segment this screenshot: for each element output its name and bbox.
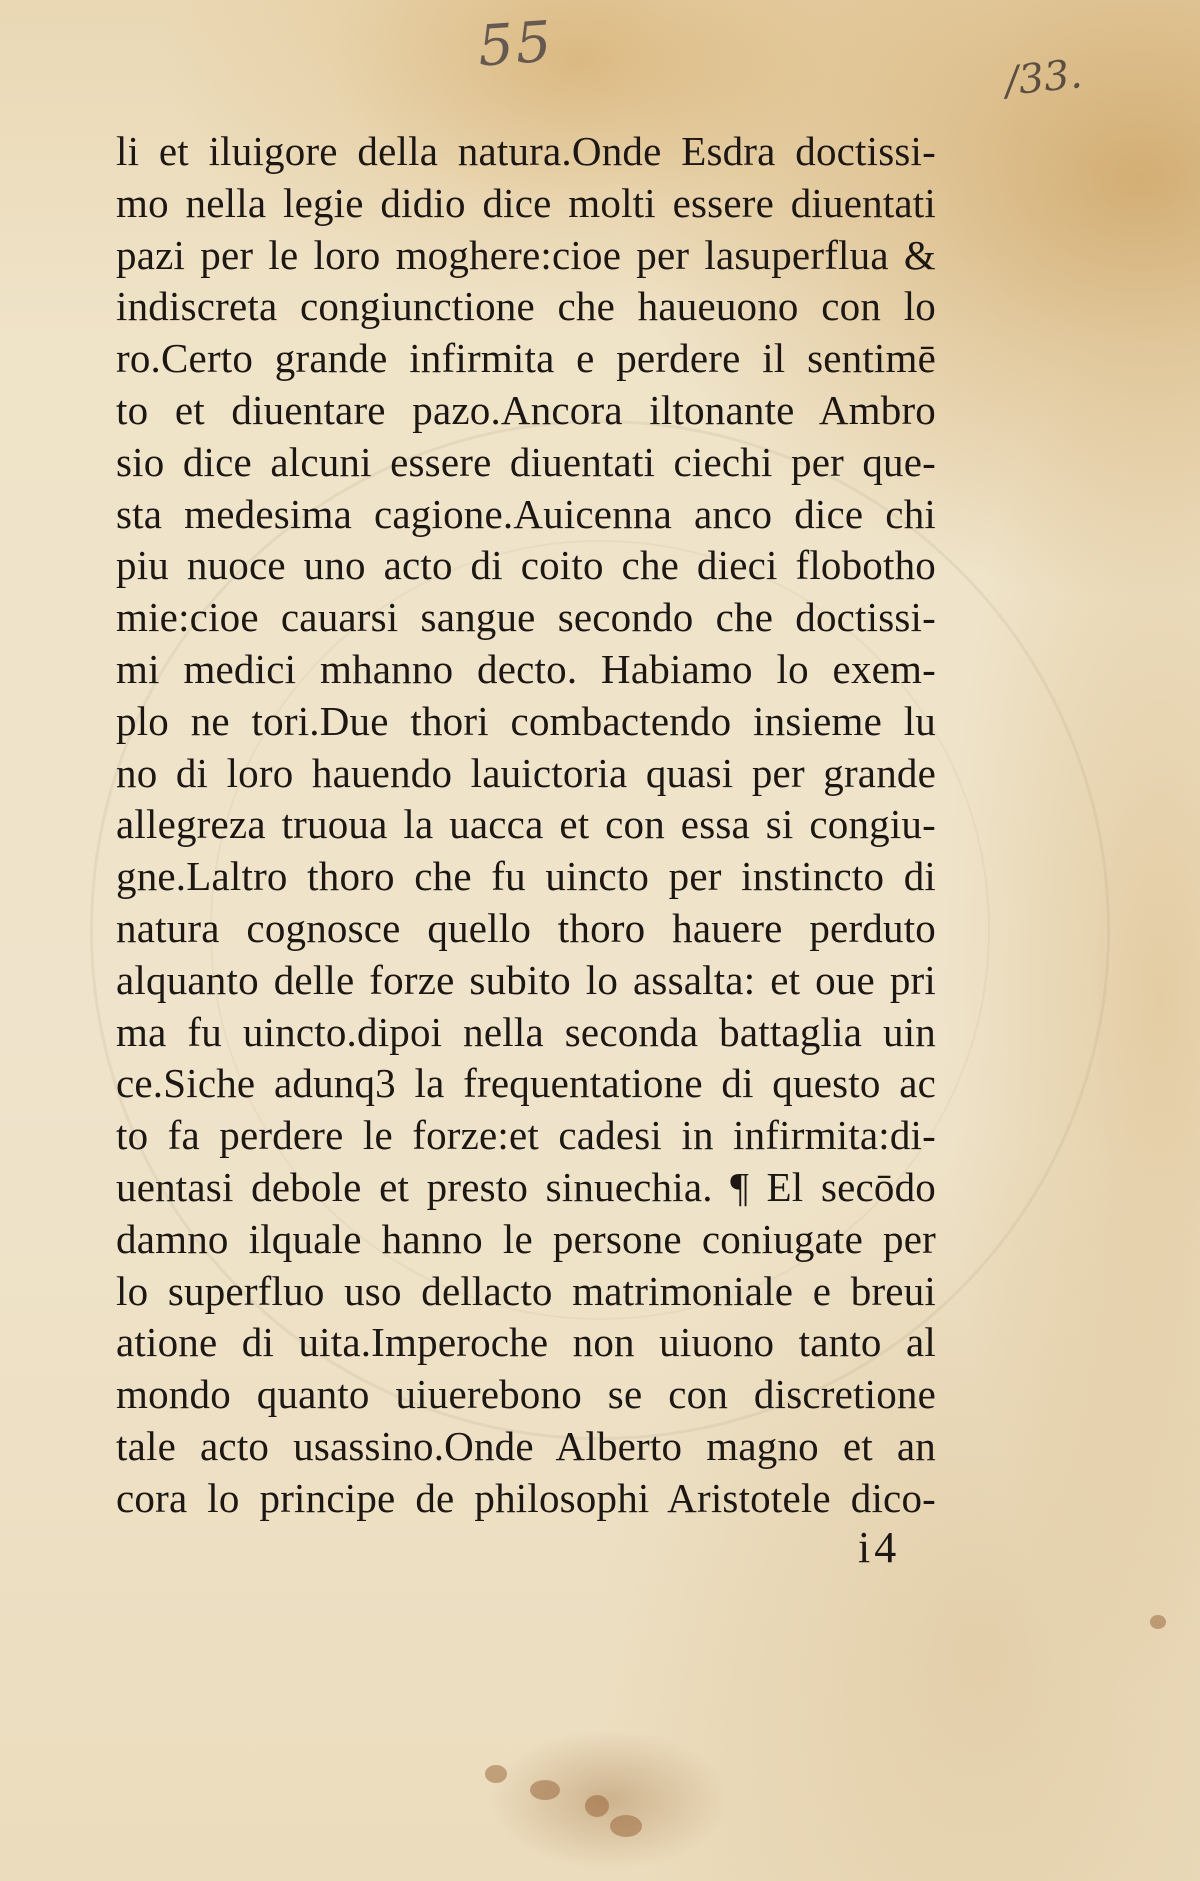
- text-line: sta medesima cagione.Auicenna anco dice chi: [116, 490, 936, 537]
- text-line: mie:cioe cauarsi sangue secondo che doctissi-: [116, 594, 936, 641]
- folio-number: 55: [475, 9, 556, 80]
- text-line: to et diuentare pazo.Ancora iltonante Ambro: [116, 386, 936, 433]
- text-line: ro.Certo grande infirmita e perdere il sentimē: [116, 335, 936, 382]
- text-line: alquanto delle forze subito lo assalta: et oue pri: [116, 956, 936, 1003]
- text-line: atione di uita.Imperoche non uiuono tanto al: [116, 1319, 936, 1366]
- text-line: li et iluigore della natura.Onde Esdra doctissi-: [116, 128, 936, 174]
- stain-spot: [485, 1765, 507, 1783]
- text-line: natura cognosce quello thoro hauere perduto: [116, 904, 936, 951]
- stain-spot: [530, 1780, 560, 1800]
- text-line: cora lo principe de philosophi Aristotele dico-: [116, 1474, 936, 1521]
- stain-spot: [1150, 1615, 1166, 1629]
- text-line: sio dice alcuni essere diuentati ciechi per que-: [116, 438, 936, 485]
- text-line: mi medici mhanno decto. Habiamo lo exem-: [116, 645, 936, 692]
- text-line: piu nuoce uno acto di coito che dieci flobotho: [116, 542, 936, 589]
- signature-mark: i4: [858, 1523, 901, 1572]
- text-line: pazi per le loro moghere:cioe per lasuperflua &: [116, 231, 936, 278]
- text-line: indiscreta congiunctione che haueuono con lo: [116, 283, 936, 330]
- text-line: lo superfluo uso dellacto matrimoniale e breui: [116, 1267, 936, 1314]
- text-line: ma fu uincto.dipoi nella seconda battaglia uin: [116, 1008, 936, 1055]
- text-line: damno ilquale hanno le persone coniugate per: [116, 1215, 936, 1262]
- text-line: plo ne tori.Due thori combactendo insieme lu: [116, 697, 936, 744]
- text-line: mo nella legie didio dice molti essere diuentati: [116, 179, 936, 226]
- stain-spot: [585, 1795, 609, 1817]
- text-line: no di loro hauendo lauictoria quasi per grande: [116, 749, 936, 796]
- text-line: gne.Laltro thoro che fu uincto per instincto di: [116, 853, 936, 900]
- text-line: ce.Siche adunq3 la frequentatione di questo ac: [116, 1060, 936, 1107]
- text-line: uentasi debole et presto sinuechia. ¶ El secōdo: [116, 1163, 936, 1210]
- text-line: mondo quanto uiuerebono se con discretione: [116, 1371, 936, 1418]
- body-text: [116, 126, 936, 1525]
- text-line: tale acto usassino.Onde Alberto magno et an: [116, 1422, 936, 1469]
- stain-spot: [610, 1815, 642, 1837]
- leaf-number: /33.: [1002, 51, 1085, 105]
- text-line: allegreza truoua la uacca et con essa si congiu-: [116, 801, 936, 848]
- text-line: to fa perdere le forze:et cadesi in infirmita:di-: [116, 1112, 936, 1159]
